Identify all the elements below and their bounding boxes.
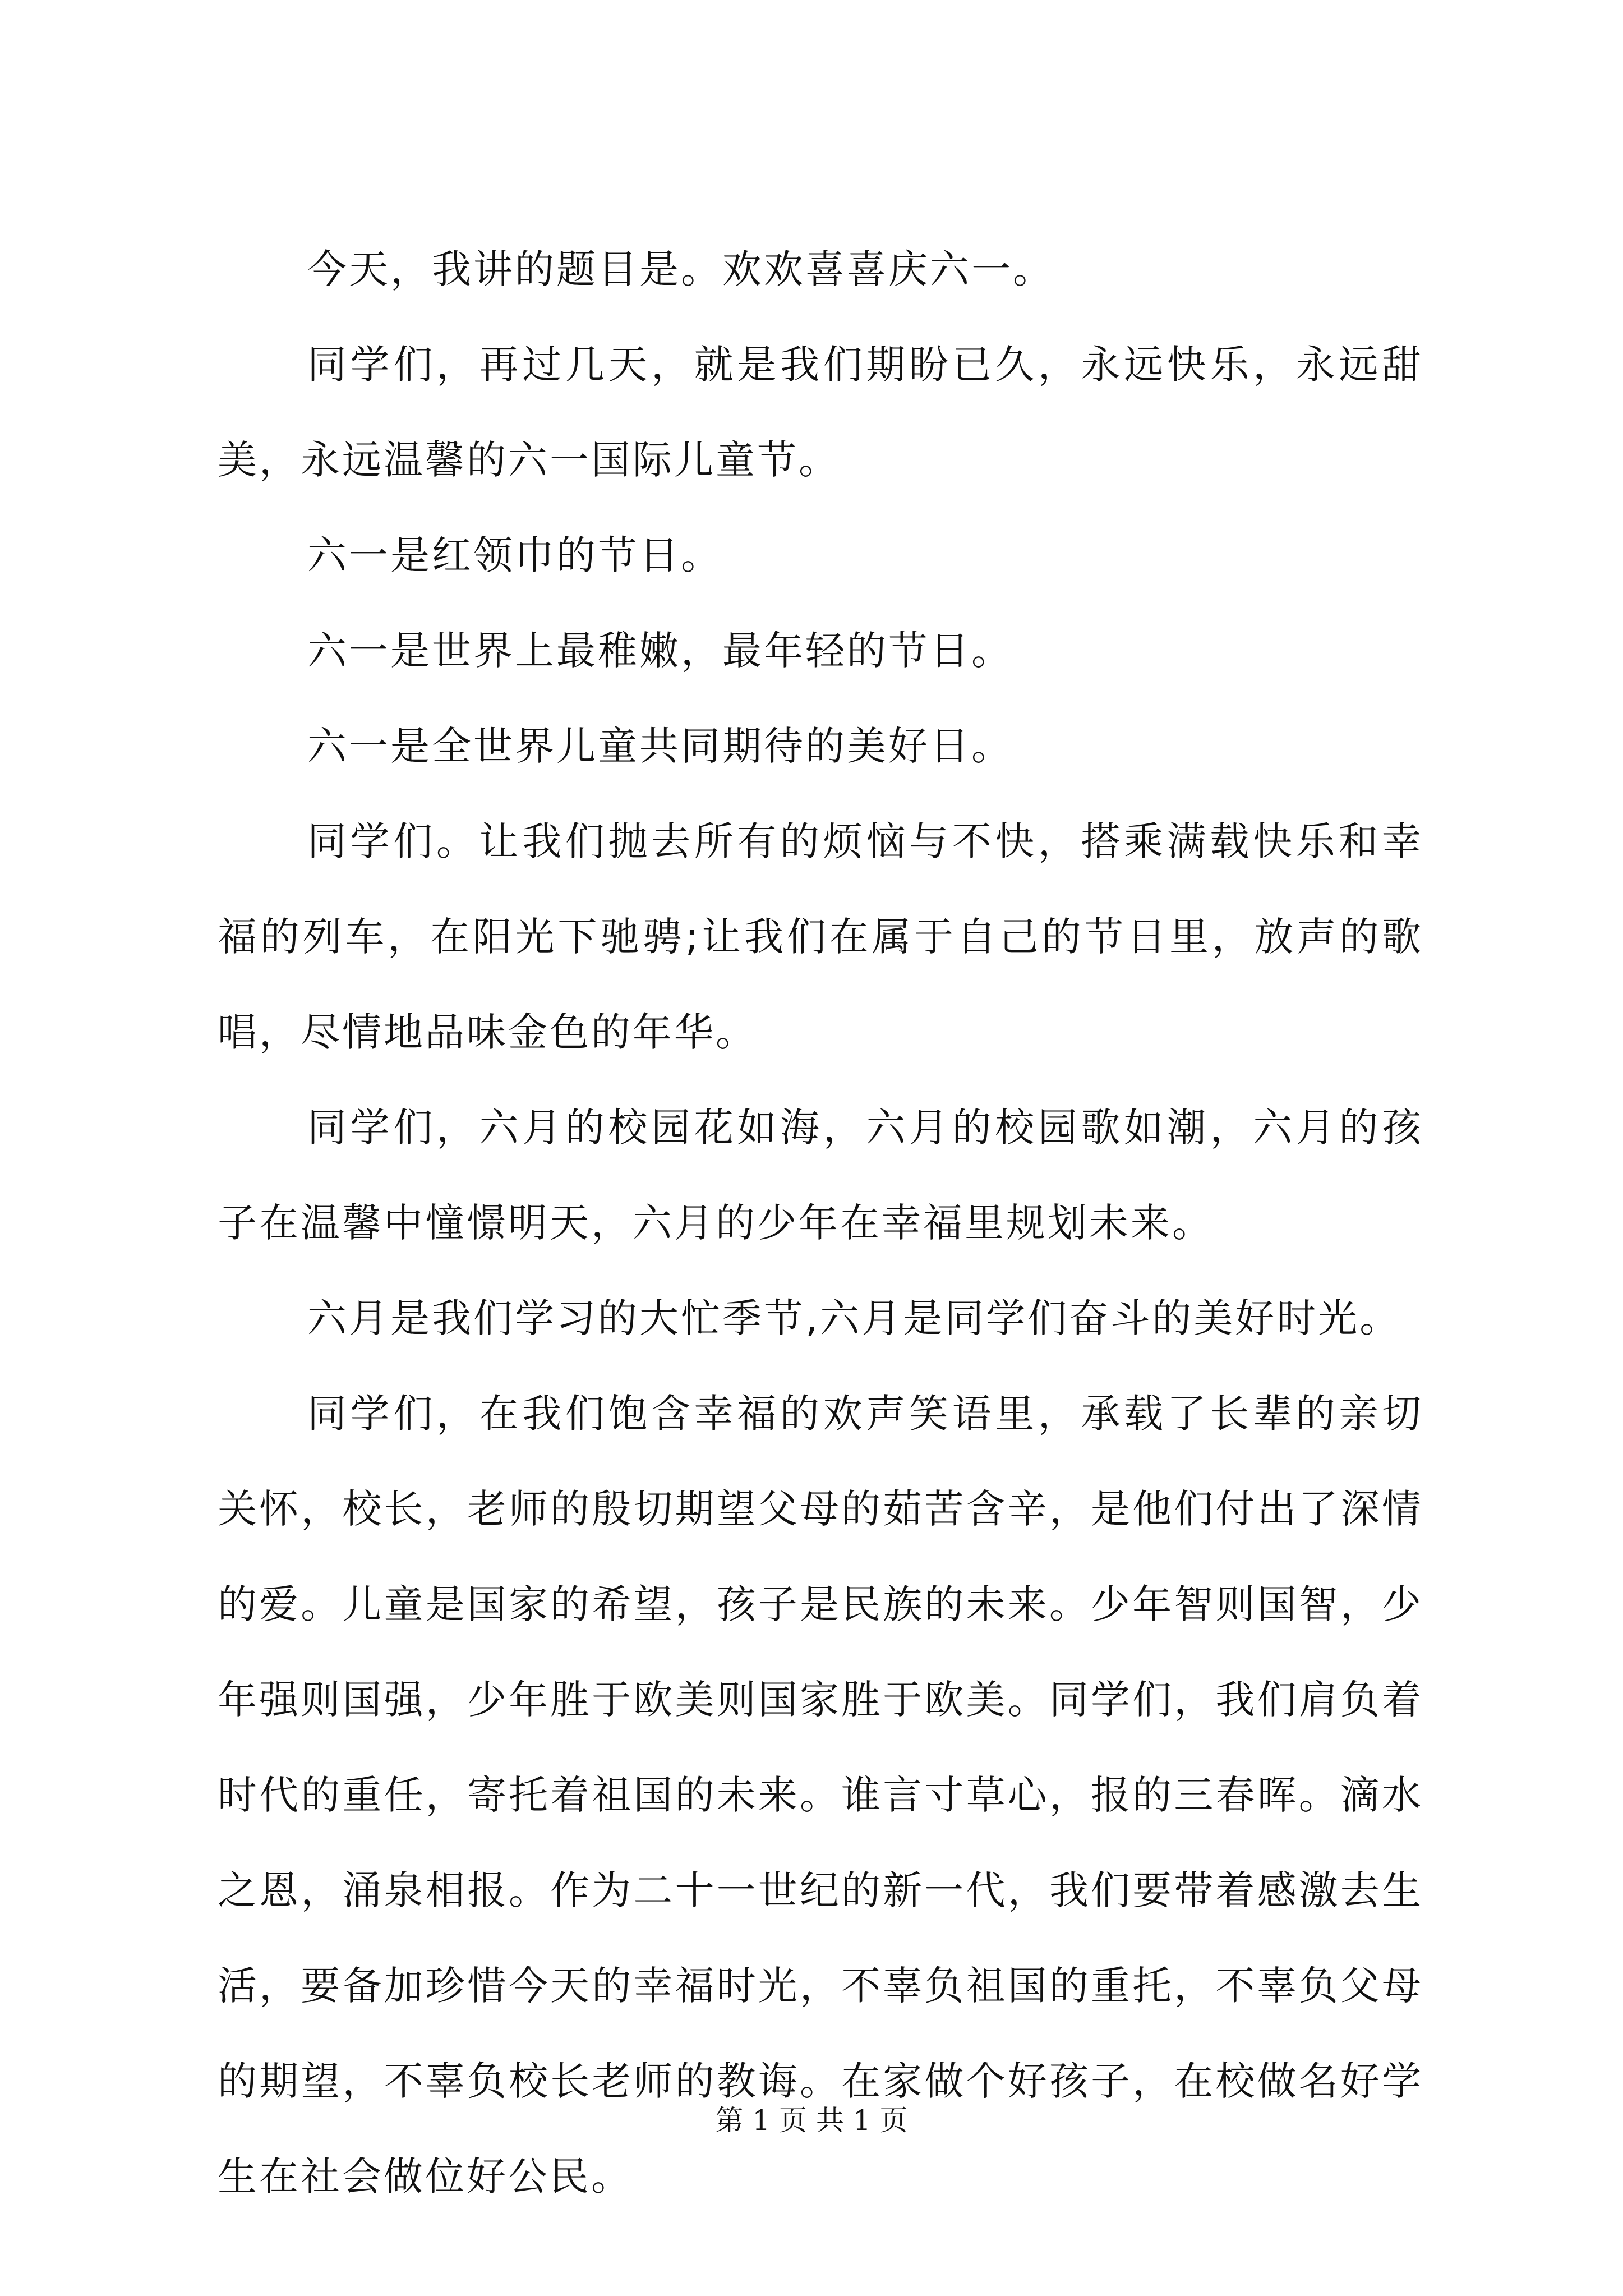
paragraph-world-children: 六一是全世界儿童共同期待的美好日。 bbox=[307, 723, 1013, 769]
paragraph-red-scarf: 六一是红领巾的节日。 bbox=[307, 532, 722, 578]
paragraph-youngest-festival: 六一是世界上最稚嫩，最年轻的节日。 bbox=[307, 628, 1013, 674]
paragraph-june-campus: 同学们，六月的校园花如海，六月的校园歌如潮，六月的孩子在温馨中憧憬明天，六月的少年在幸福里规划未来。 bbox=[218, 1105, 1423, 1246]
paragraph-topic: 今天，我讲的题目是。欢欢喜喜庆六一。 bbox=[307, 246, 1054, 292]
page-number-footer: 第 1 页 共 1 页 bbox=[715, 2104, 908, 2137]
paragraph-busy-season: 六月是我们学习的大忙季节,六月是同学们奋斗的美好时光。 bbox=[307, 1295, 1401, 1341]
paragraph-happy-train: 同学们。让我们抛去所有的烦恼与不快，搭乘满载快乐和幸福的列车，在阳光下驰骋;让我们在属于自己的节日里，放声的歌唱，尽情地品味金色的年华。 bbox=[218, 818, 1423, 1055]
paragraph-gratitude: 同学们，在我们饱含幸福的欢声笑语里，承载了长辈的亲切关怀，校长，老师的殷切期望父母的茹苦含辛，是他们付出了深情的爱。儿童是国家的希望，孩子是民族的未来。少年智则国智，少年强则国强，少年胜于欧美则国家胜于欧美。同学们，我们肩负着时代的重任，寄托着祖国的未来。谁言寸草心，报的三春晖。滴水之恩，涌泉相报。作为二十一世纪的新一代，我们要带着感激去生活，要备加珍惜今天的幸福时光，不辜负祖国的重托，不辜负父母的期望，不辜负校长老师的教诲。在家做个好孩子，在校做名好学生在社会做位好公民。 bbox=[218, 1391, 1423, 2200]
document-body bbox=[218, 222, 1423, 2224]
paragraph-greeting: 同学们，再过几天，就是我们期盼已久，永远快乐，永远甜美，永远温馨的六一国际儿童节。 bbox=[218, 342, 1423, 483]
